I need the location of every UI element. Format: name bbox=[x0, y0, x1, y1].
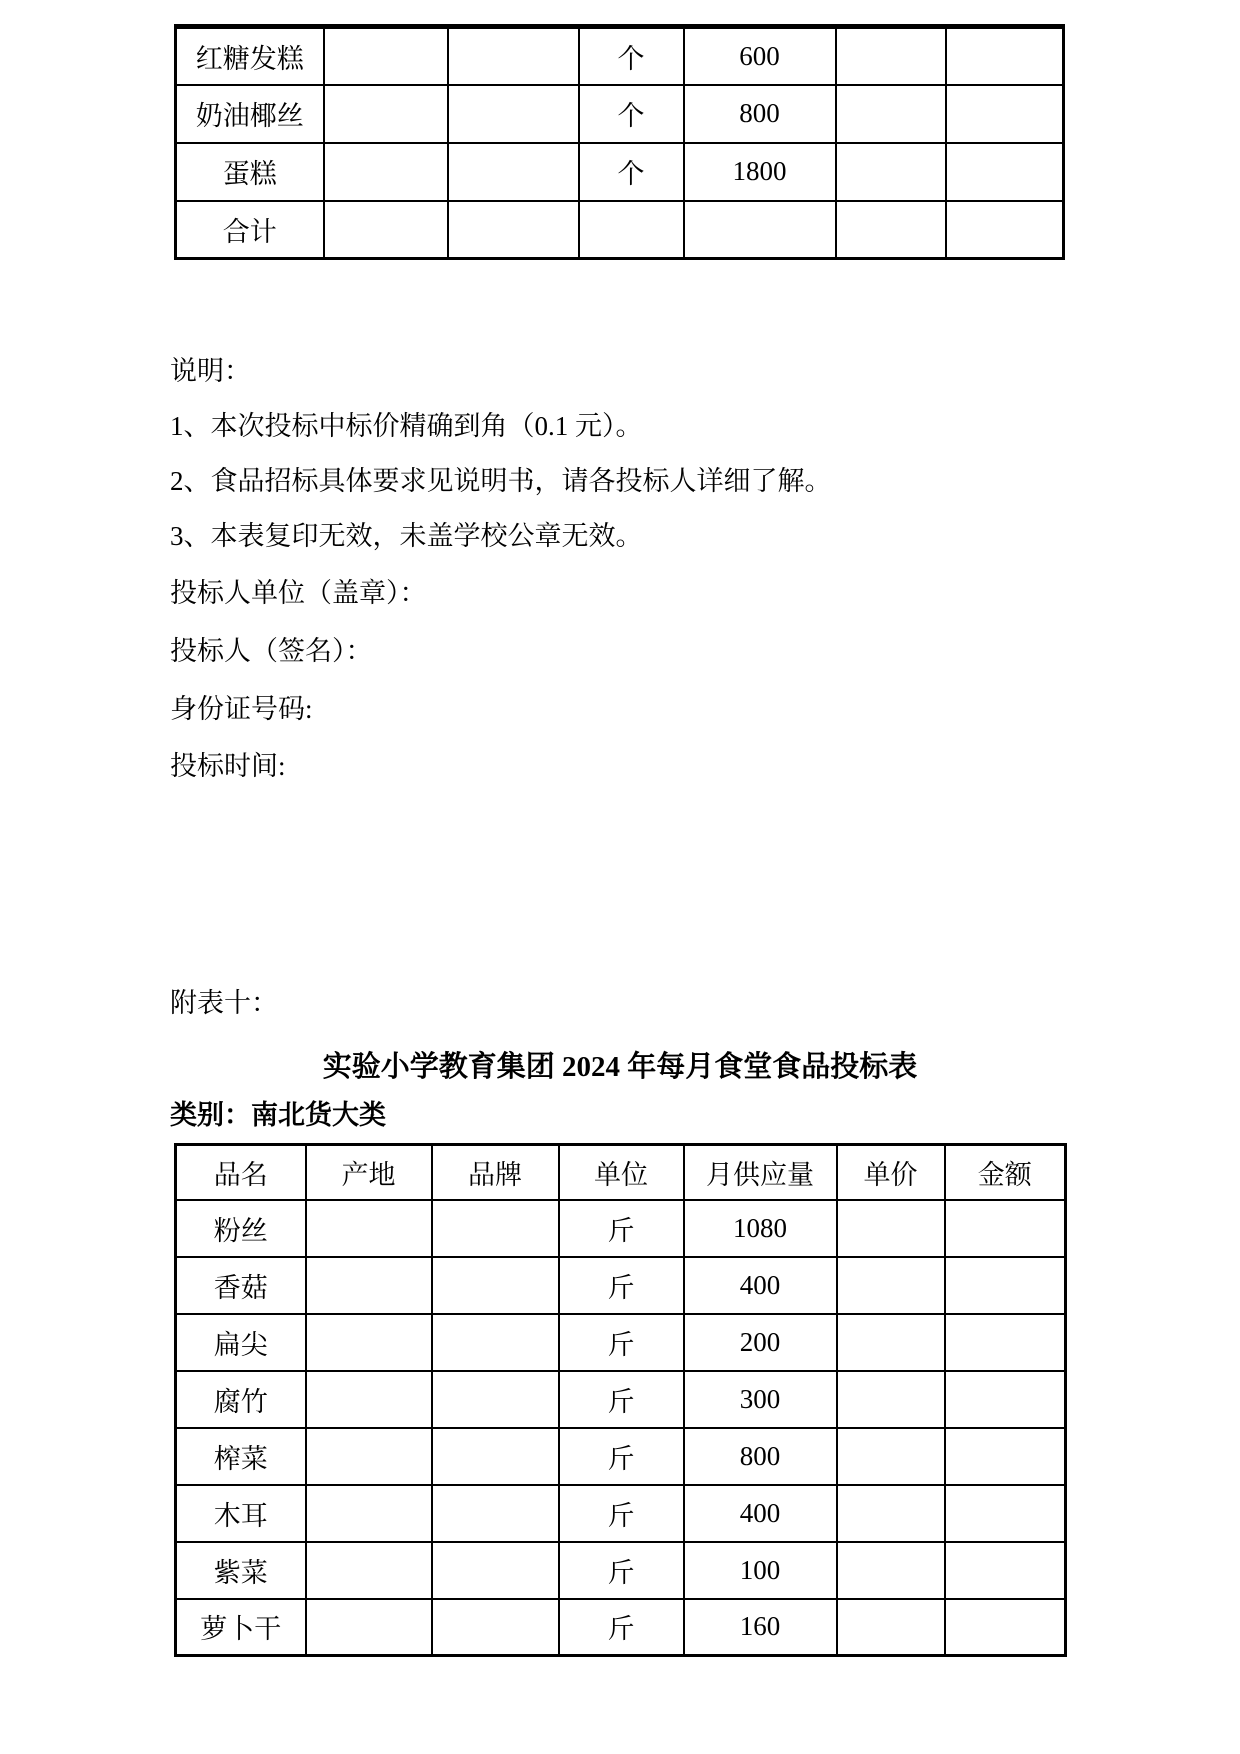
cell-brand bbox=[432, 1485, 559, 1542]
cell-unit-price bbox=[836, 143, 946, 201]
cell-amount bbox=[946, 27, 1064, 85]
table-row bbox=[176, 1599, 1066, 1656]
cell-unit: 个 bbox=[579, 27, 684, 85]
cell-unit: 个 bbox=[579, 143, 684, 201]
cell-unit-price bbox=[837, 1542, 945, 1599]
cell-brand bbox=[448, 143, 579, 201]
id-number-line: 身份证号码: bbox=[170, 694, 313, 724]
table-row bbox=[176, 1485, 1066, 1542]
cell-unit bbox=[579, 201, 684, 259]
cell-amount bbox=[945, 1542, 1066, 1599]
cell-product-name: 木耳 bbox=[176, 1485, 306, 1542]
notes-heading: 说明： bbox=[170, 356, 251, 386]
cell-amount bbox=[945, 1314, 1066, 1371]
cell-origin bbox=[306, 1200, 432, 1257]
cell-amount bbox=[945, 1371, 1066, 1428]
cell-amount bbox=[946, 85, 1064, 143]
bid-time-line: 投标时间: bbox=[170, 751, 286, 781]
cell-brand bbox=[448, 85, 579, 143]
header-unit: 单位 bbox=[559, 1145, 684, 1200]
cell-product-name: 粉丝 bbox=[176, 1200, 306, 1257]
cell-brand bbox=[432, 1371, 559, 1428]
cell-monthly-supply: 800 bbox=[684, 85, 836, 143]
table-row bbox=[176, 143, 1064, 201]
cell-origin bbox=[324, 27, 448, 85]
category-label: 类别：南北货大类 bbox=[170, 1100, 386, 1130]
cell-amount bbox=[945, 1485, 1066, 1542]
cell-monthly-supply: 1800 bbox=[684, 143, 836, 201]
header-monthly-supply: 月供应量 bbox=[684, 1145, 837, 1200]
cell-origin bbox=[306, 1485, 432, 1542]
cell-unit-price bbox=[837, 1371, 945, 1428]
cell-monthly-supply: 1080 bbox=[684, 1200, 837, 1257]
cell-product-name: 萝卜干 bbox=[176, 1599, 306, 1656]
cell-amount bbox=[945, 1599, 1066, 1656]
cell-product-name: 香菇 bbox=[176, 1257, 306, 1314]
cell-unit: 斤 bbox=[559, 1542, 684, 1599]
cell-product-name: 扁尖 bbox=[176, 1314, 306, 1371]
cell-unit: 斤 bbox=[559, 1257, 684, 1314]
cell-unit-price bbox=[837, 1314, 945, 1371]
cell-brand bbox=[432, 1314, 559, 1371]
cell-monthly-supply: 200 bbox=[684, 1314, 837, 1371]
cell-monthly-supply: 300 bbox=[684, 1371, 837, 1428]
cell-unit: 斤 bbox=[559, 1599, 684, 1656]
cell-unit-price bbox=[837, 1485, 945, 1542]
cell-monthly-supply: 400 bbox=[684, 1485, 837, 1542]
header-unit-price: 单价 bbox=[837, 1145, 945, 1200]
cell-monthly-supply bbox=[684, 201, 836, 259]
table-row bbox=[176, 1257, 1066, 1314]
note-item-3: 3、本表复印无效，未盖学校公章无效。 bbox=[170, 521, 643, 551]
table-row bbox=[176, 1371, 1066, 1428]
cell-origin bbox=[306, 1428, 432, 1485]
table-row bbox=[176, 1200, 1066, 1257]
cell-brand bbox=[432, 1599, 559, 1656]
header-product-name: 品名 bbox=[176, 1145, 306, 1200]
cell-unit: 个 bbox=[579, 85, 684, 143]
header-origin: 产地 bbox=[306, 1145, 432, 1200]
note-item-1: 1、本次投标中标价精确到角（0.1 元）。 bbox=[170, 411, 643, 441]
cell-unit: 斤 bbox=[559, 1371, 684, 1428]
cell-amount bbox=[946, 201, 1064, 259]
cell-product-name: 奶油椰丝 bbox=[176, 85, 324, 143]
cell-monthly-supply: 160 bbox=[684, 1599, 837, 1656]
cell-unit: 斤 bbox=[559, 1200, 684, 1257]
cell-brand bbox=[432, 1257, 559, 1314]
table-row bbox=[176, 1428, 1066, 1485]
cell-origin bbox=[324, 201, 448, 259]
cell-unit-price bbox=[837, 1200, 945, 1257]
table-header-row bbox=[176, 1145, 1066, 1200]
cell-brand bbox=[448, 201, 579, 259]
header-amount: 金额 bbox=[945, 1145, 1066, 1200]
cell-unit-price bbox=[836, 27, 946, 85]
appendix-title: 实验小学教育集团 2024 年每月食堂食品投标表 bbox=[322, 1051, 918, 1083]
bidder-unit-seal-line: 投标人单位（盖章）： bbox=[170, 578, 427, 608]
cell-amount bbox=[945, 1428, 1066, 1485]
header-brand: 品牌 bbox=[432, 1145, 559, 1200]
cell-unit: 斤 bbox=[559, 1485, 684, 1542]
cell-unit-price bbox=[837, 1599, 945, 1656]
cell-origin bbox=[306, 1257, 432, 1314]
cell-monthly-supply: 400 bbox=[684, 1257, 837, 1314]
cell-product-name: 蛋糕 bbox=[176, 143, 324, 201]
table-row bbox=[176, 1542, 1066, 1599]
cell-product-name: 腐竹 bbox=[176, 1371, 306, 1428]
cell-amount bbox=[945, 1200, 1066, 1257]
table-row bbox=[176, 85, 1064, 143]
bidder-signature-line: 投标人（签名）： bbox=[170, 636, 373, 666]
cell-unit: 斤 bbox=[559, 1314, 684, 1371]
cell-origin bbox=[306, 1542, 432, 1599]
cell-origin bbox=[324, 143, 448, 201]
cell-origin bbox=[306, 1314, 432, 1371]
cell-product-name: 紫菜 bbox=[176, 1542, 306, 1599]
cell-amount bbox=[946, 143, 1064, 201]
cell-unit-price bbox=[837, 1428, 945, 1485]
cell-unit-price bbox=[836, 85, 946, 143]
note-item-2: 2、食品招标具体要求见说明书，请各投标人详细了解。 bbox=[170, 466, 832, 496]
cell-brand bbox=[432, 1542, 559, 1599]
cell-origin bbox=[306, 1599, 432, 1656]
cell-total-label: 合计 bbox=[176, 201, 324, 259]
cell-monthly-supply: 100 bbox=[684, 1542, 837, 1599]
cell-product-name: 榨菜 bbox=[176, 1428, 306, 1485]
cell-unit: 斤 bbox=[559, 1428, 684, 1485]
cell-unit-price bbox=[836, 201, 946, 259]
cell-brand bbox=[432, 1428, 559, 1485]
table-row-total bbox=[176, 201, 1064, 259]
table-row bbox=[176, 1314, 1066, 1371]
appendix-table bbox=[174, 1143, 1067, 1657]
cell-amount bbox=[945, 1257, 1066, 1314]
table-row bbox=[176, 27, 1064, 85]
cell-product-name: 红糖发糕 bbox=[176, 27, 324, 85]
cell-unit-price bbox=[837, 1257, 945, 1314]
cell-origin bbox=[324, 85, 448, 143]
continuation-table bbox=[174, 24, 1065, 260]
cell-monthly-supply: 600 bbox=[684, 27, 836, 85]
cell-brand bbox=[448, 27, 579, 85]
cell-monthly-supply: 800 bbox=[684, 1428, 837, 1485]
cell-brand bbox=[432, 1200, 559, 1257]
appendix-label: 附表十： bbox=[170, 988, 278, 1018]
cell-origin bbox=[306, 1371, 432, 1428]
